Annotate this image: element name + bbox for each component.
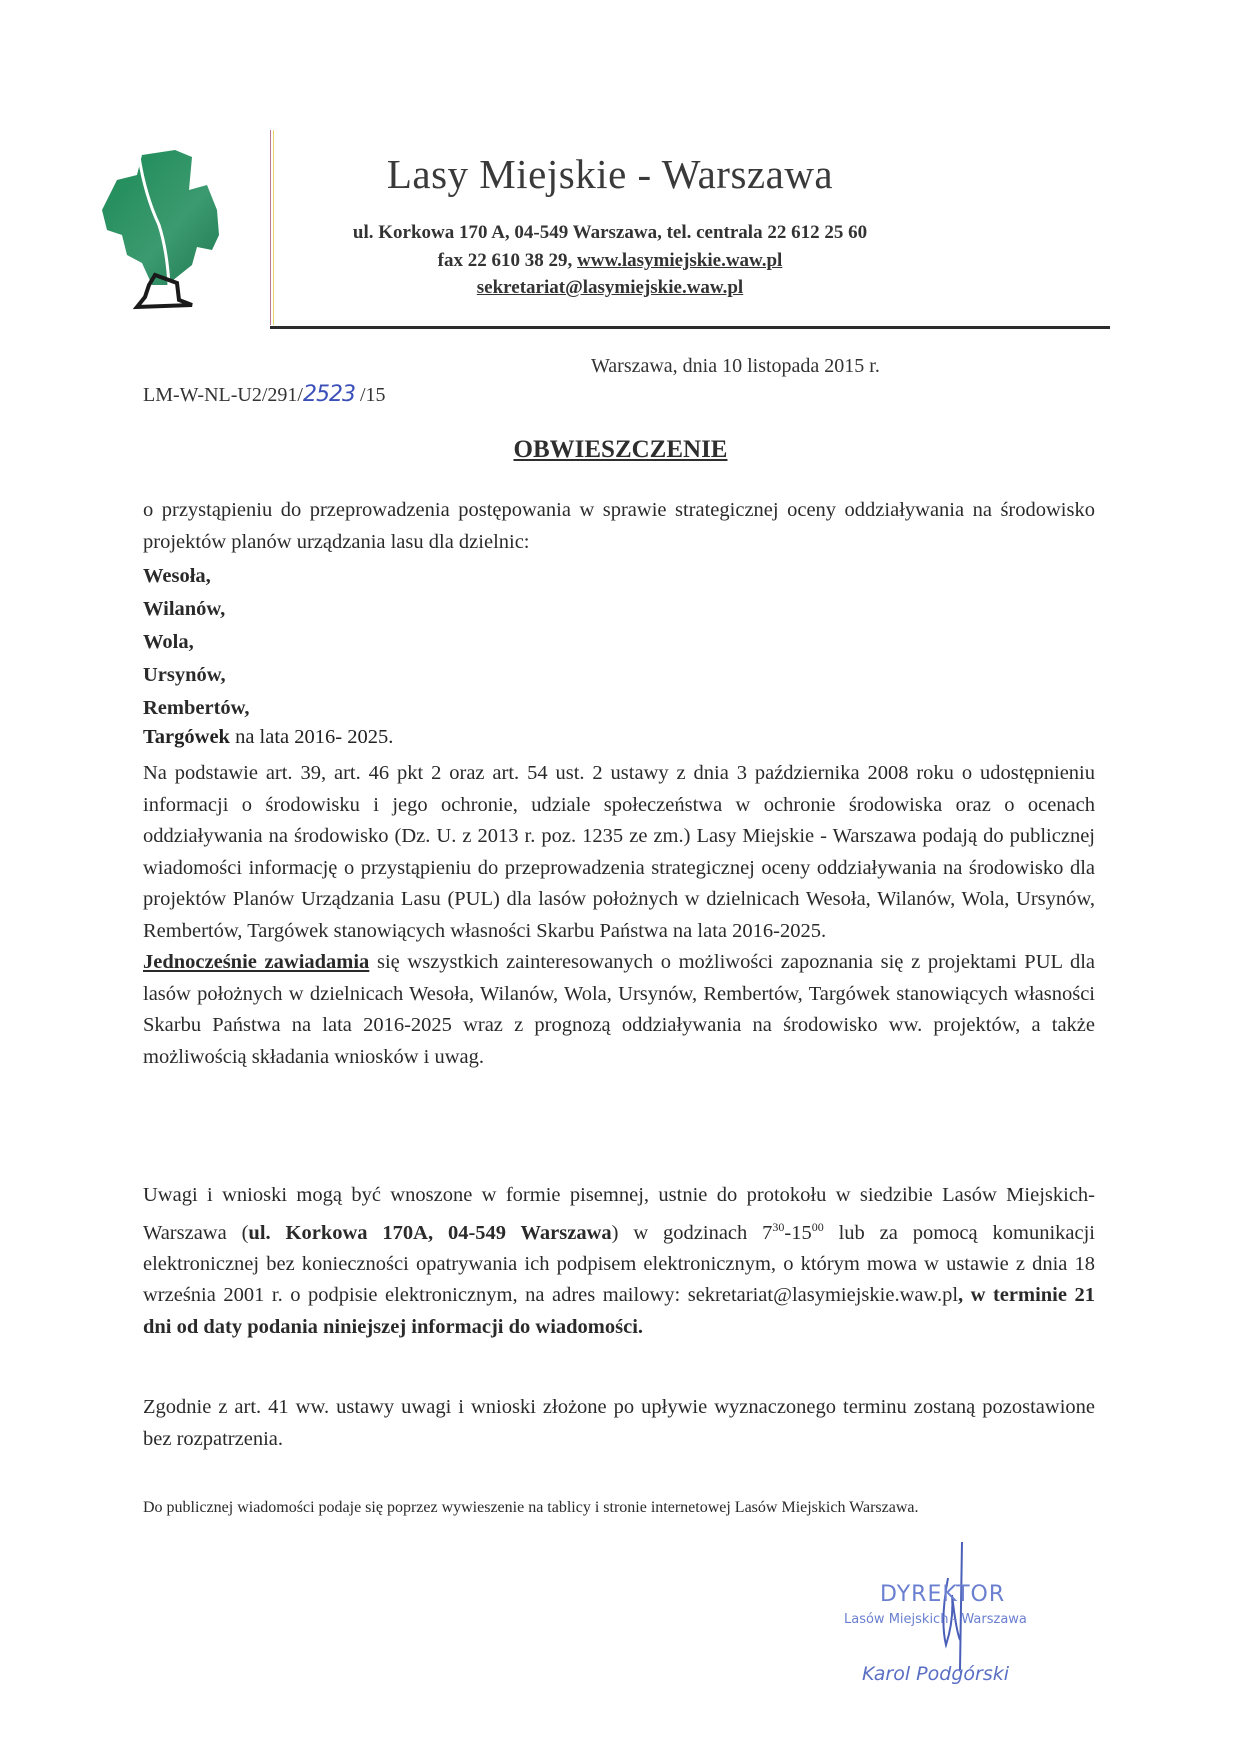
reference-handwritten: 2523 [302,382,355,407]
notice-paragraph [143,947,1095,1073]
district-item: Ursynów, [143,664,226,686]
intro-paragraph [143,495,1095,558]
district-item: Rembertów, [143,697,250,719]
publication-note: Do publicznej wiadomości podaje się poprzez wywieszenie na tablicy i stronie internetowej Lasów Miejskich Warszawa. [143,1499,919,1516]
comments-part1: Uwagi i wnioski mogą być wnoszone w formie pisemnej, ustnie do protokołu w siedzibie Lasów Miejskich-Warszawa ( [143,1184,1095,1244]
hour-to: -15 [784,1221,812,1244]
place-and-date: Warszawa, dnia 10 listopada 2015 r. [591,355,880,377]
organization-address: ul. Korkowa 170 A, 04-549 Warszawa, tel. centrala 22 612 25 60 [352,222,868,243]
organization-email-line [290,277,930,299]
period-text: na lata 2016- 2025. [229,726,394,748]
district-name: Targówek [143,726,230,748]
legal-basis-text: Na podstawie art. 39, art. 46 pkt 2 oraz art. 54 ust. 2 ustawy z dnia 3 października 2008 roku o udostępnieniu informacji o środowisku i jego ochronie, udziale społeczeństwa w ochronie środowiska oraz o ocenach oddziaływania na środowisko (Dz. U. z 2013 r. poz. 1235 ze zm.) Lasy Miejskie - Warszawa podają do publicznej wiadomości informację o przystąpieniu do przeprowadzenia strategicznej oceny oddziaływania na środowisko dla projektów Planów Urządzania Lasu (PUL) dla lasów położnych w dzielnicach Wesoła, Wilanów, Wola, Ursynów, Rembertów, Targówek stanowiących własności Skarbu Państwa na lata 2016-2025. [143,762,1095,942]
organization-name: Lasy Miejskie - Warszawa [386,151,834,197]
district-item: Wesoła, [143,565,211,587]
fax-number: fax 22 610 38 29, [437,250,577,271]
intro-text: o przystąpieniu do przeprowadzenia postępowania w sprawie strategicznej oceny oddziaływania na środowisko projektów planów urządzania lasu dla dzielnic: [143,499,1095,553]
office-address: ul. Korkowa 170A, 04-549 Warszawa [248,1221,612,1244]
late-submissions-paragraph [143,1392,1095,1455]
comments-paragraph [143,1180,1095,1343]
district-item: Wola, [143,631,194,653]
district-item-last [143,726,393,749]
website-link[interactable]: www.lasymiejskie.waw.pl [577,250,783,271]
notice-text: się wszystkich zainteresowanych o możliwości zapoznania się z projektami PUL dla lasów położnych w dzielnicach Wesoła, Wilanów, Wola, Ursynów, Rembertów, Targówek stanowiących własności Skarbu Państwa na lata 2016-2025 wraz z prognozą oddziaływania na środowisko ww. projektów, a także możliwością składania wniosków i uwag. [143,951,1095,1068]
signature-stamp [830,1540,1070,1685]
legal-basis-paragraph [143,758,1095,1073]
comments-part2: ) w godzinach 7 [611,1221,773,1244]
handwritten-signature-icon [910,1540,970,1680]
district-item: Wilanów, [143,598,226,620]
reference-prefix: LM-W-NL-U2/291/ [143,384,303,406]
hour-from-minutes: 30 [772,1219,785,1234]
district-list [143,560,249,725]
signatory-name: Karol Podgórski [862,1663,1009,1685]
reference-suffix: /15 [354,384,386,406]
signature-role: DYREKTOR [880,1582,1006,1607]
warsaw-map-tree-logo-icon [97,135,237,315]
document-title: OBWIESZCZENIE [513,436,728,463]
email-link[interactable]: sekretariat@lasymiejskie.waw.pl [476,277,744,298]
notice-emphasis: Jednocześnie zawiadamia [143,951,370,973]
reference-number [143,382,386,407]
hour-to-minutes: 00 [811,1219,824,1234]
late-submissions-text: Zgodnie z art. 41 ww. ustawy uwagi i wnioski złożone po upływie wyznaczonego terminu zostaną pozostawione bez rozpatrzenia. [143,1396,1095,1450]
organization-fax-web [290,250,930,272]
header-rule [270,326,1110,329]
signature-organization: Lasów Miejskich - Warszawa [844,1612,1027,1627]
organization-logo [97,135,237,315]
comments-text [143,1180,1095,1343]
deadline-text: , w terminie 21 dni od daty podania niniejszej informacji do wiadomości. [143,1284,1095,1338]
comments-part3: lub za pomocą komunikacji elektronicznej bez konieczności opatrywania ich podpisem elektronicznym, o którym mowa w ustawie z dnia 18 września 2001 r. o podpisie elektronicznym, na adres mailowy: sekretariat@lasymiejskie.waw.pl [143,1221,1095,1307]
header-vertical-divider [270,130,274,325]
